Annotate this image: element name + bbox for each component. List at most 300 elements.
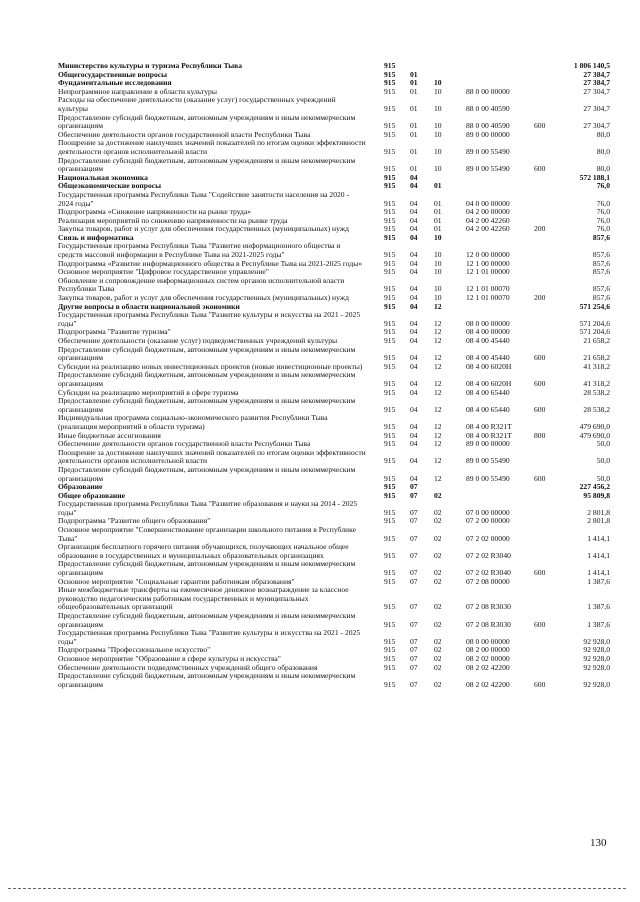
section-code: 04 [410,224,418,234]
row-name: Обеспечение деятельности органов государственной власти Республики Тыва [58,439,311,449]
table-row [0,191,640,208]
section-code: 07 [410,679,418,689]
section-code: 04 [410,215,418,225]
grbs-code: 915 [384,172,396,182]
subsection-code: 02 [434,645,442,655]
grbs-code: 915 [384,267,396,277]
section-code: 04 [410,258,418,268]
target-article-code: 89 0 00 55490 [466,473,510,483]
target-article-code: 89 0 00 55490 [466,456,510,466]
grbs-code: 915 [384,361,396,371]
section-code: 04 [410,318,418,328]
grbs-code: 915 [384,198,396,208]
table-row [0,526,640,543]
amount: 27 304,7 [583,121,610,131]
target-article-code: 89 0 00 55490 [466,146,510,156]
amount: 571 254,6 [579,301,610,311]
grbs-code: 915 [384,378,396,388]
grbs-code: 915 [384,207,396,217]
target-article-code: 04 2 00 00000 [466,207,510,217]
target-article-code: 08 4 00 R321T [466,430,512,440]
grbs-code: 915 [384,482,396,492]
amount: 92 928,0 [583,636,610,646]
subsection-code: 12 [434,473,442,483]
amount: 857,6 [592,293,610,303]
row-name: Иные межбюджетные трансферты на ежемесячное денежное вознаграждение за классное руководство педагогическим работникам государственных и муниципальных общеобразовательных организаций [58,585,349,612]
grbs-code: 915 [384,146,396,156]
target-article-code: 07 2 02 R3040 [466,550,511,560]
amount: 28 538,2 [583,404,610,414]
grbs-code: 915 [384,576,396,586]
subsection-code: 12 [434,404,442,414]
table-row [0,397,640,414]
target-article-code: 12 1 01 00070 [466,284,510,294]
amount: 80,0 [596,129,610,139]
target-article-code: 12 1 00 00000 [466,258,510,268]
row-name: Реализация мероприятий по снижению напряженности на рынке труда [58,215,288,225]
amount: 572 188,1 [579,172,610,182]
grbs-code: 915 [384,336,396,345]
amount: 1 806 140,5 [573,61,610,70]
section-code: 07 [410,662,418,672]
row-name: Предоставление субсидий бюджетным, автономным учреждениям и иным некоммерческим организациям [58,344,356,363]
amount: 21 658,2 [583,336,610,345]
subsection-code: 10 [434,284,442,294]
expense-type-code: 600 [534,353,546,363]
row-name: Предоставление субсидий бюджетным, автономным учреждениям и иным некоммерческим организациям [58,155,356,174]
grbs-code: 915 [384,507,396,517]
expense-type-code: 200 [534,224,546,234]
amount: 76,0 [596,215,610,225]
target-article-code: 08 4 00 R321T [466,421,512,431]
amount: 27 384,7 [583,69,610,79]
grbs-code: 915 [384,653,396,663]
grbs-code: 915 [384,250,396,260]
row-name: Предоставление субсидий бюджетным, автономным учреждениям и иным некоммерческим организациям [58,611,356,629]
row-name: Непрограммное направление в области культуры [58,86,217,96]
amount: 50,0 [596,456,610,466]
row-name: Субсидии на реализацию мероприятий в сфере туризма [58,387,239,397]
target-article-code: 88 0 00 00000 [466,86,510,96]
amount: 76,0 [596,207,610,217]
grbs-code: 915 [384,550,396,560]
section-code: 01 [410,86,418,96]
amount: 92 928,0 [583,662,610,672]
section-code: 07 [410,507,418,517]
target-article-code: 08 4 00 65440 [466,387,510,397]
target-article-code: 88 0 00 40590 [466,103,510,113]
section-code: 04 [410,250,418,260]
target-article-code: 08 4 00 00000 [466,327,510,337]
amount: 80,0 [596,146,610,156]
subsection-code: 02 [434,576,442,586]
row-name: Фундаментальные исследования [58,78,172,88]
table-row [0,242,640,259]
subsection-code: 10 [434,129,442,139]
target-article-code: 07 0 00 00000 [466,507,510,517]
table-row [0,629,640,646]
row-name: Поощрение за достижение наилучших значений показателей по итогам оценки эффективности деятельности органов исполнительной власти [58,138,366,156]
amount: 92 928,0 [583,645,610,655]
amount: 27 304,7 [583,86,610,96]
amount: 2 801,8 [587,507,610,517]
target-article-code: 08 4 00 65440 [466,404,510,414]
amount: 571 204,6 [579,318,610,328]
section-code: 07 [410,550,418,560]
row-name: Предоставление субсидий бюджетным, автономным учреждениям и иным некоммерческим организациям [58,396,356,414]
row-name: Организация бесплатного горячего питания обучающихся, получающих начальное общее образование в государственных и муниципальных образовательных организациях [58,542,349,560]
subsection-code: 02 [434,619,442,629]
target-article-code: 08 4 00 6020H [466,378,512,388]
grbs-code: 915 [384,568,396,578]
section-code: 01 [410,103,418,113]
section-code: 04 [410,232,418,242]
grbs-code: 915 [384,318,396,328]
grbs-code: 915 [384,490,396,500]
grbs-code: 915 [384,327,396,337]
row-name: Общегосударственные вопросы [58,69,168,79]
row-name: Расходы на обеспечение деятельности (оказание услуг) государственных учреждений культуры [58,95,336,113]
row-name: Основное мероприятие "Совершенствование организации школьного питания в Республике Тыва" [58,525,356,543]
table-row [0,346,640,363]
subsection-code: 10 [434,103,442,113]
grbs-code: 915 [384,662,396,672]
expense-type-code: 600 [534,378,546,388]
subsection-code: 01 [434,207,442,217]
subsection-code: 12 [434,439,442,449]
section-code: 04 [410,181,418,191]
subsection-code: 12 [434,421,442,431]
amount: 1 387,6 [587,602,610,612]
section-code: 04 [410,456,418,466]
row-name: Общее образование [58,490,126,500]
table-row [0,139,640,156]
row-name: Подпрограмма "Профессиональное искусство" [58,645,211,655]
grbs-code: 915 [384,645,396,655]
amount: 41 318,2 [583,378,610,388]
section-code: 07 [410,533,418,543]
expense-type-code: 600 [534,404,546,414]
table-row [0,371,640,388]
table-row [0,672,640,689]
row-name: Субсидии на реализацию новых инвестиционных проектов (новые инвестиционные проекты) [58,361,363,371]
grbs-code: 915 [384,301,396,311]
grbs-code: 915 [384,636,396,646]
expense-type-code: 600 [534,619,546,629]
subsection-code: 02 [434,507,442,517]
expense-type-code: 600 [534,473,546,483]
target-article-code: 08 4 00 45440 [466,353,510,363]
target-article-code: 12 0 00 00000 [466,250,510,260]
row-name: Подпрограмма «Снижение напряженности на рынке труда» [58,207,252,217]
section-code: 04 [410,430,418,440]
target-article-code: 07 2 00 00000 [466,516,510,526]
target-article-code: 08 2 00 00000 [466,645,510,655]
section-code: 07 [410,619,418,629]
table-row [0,449,640,466]
section-code: 04 [410,172,418,182]
target-article-code: 07 2 08 R3030 [466,619,511,629]
section-code: 07 [410,636,418,646]
row-name: Образование [58,482,103,492]
grbs-code: 915 [384,121,396,131]
section-code: 07 [410,516,418,526]
target-article-code: 12 1 01 00000 [466,267,510,277]
row-name: Министерство культуры и туризма Республики Тыва [58,61,243,70]
expense-type-code: 600 [534,164,546,174]
section-code: 04 [410,387,418,397]
amount: 857,6 [592,258,610,268]
row-name: Закупка товаров, работ и услуг для обеспечения государственных (муниципальных) нужд [58,224,349,234]
grbs-code: 915 [384,224,396,234]
subsection-code: 10 [434,86,442,96]
table-row [0,586,640,612]
section-code: 01 [410,146,418,156]
row-name: Государственная программа Республики Тыва "Развитие информационного общества и средств массовой информации в Республике Тыва на 2021-2025 годы" [58,241,341,260]
section-code: 07 [410,645,418,655]
subsection-code: 12 [434,387,442,397]
amount: 479 690,0 [579,421,610,431]
amount: 1 414,1 [587,533,610,543]
grbs-code: 915 [384,164,396,174]
amount: 1 387,6 [587,576,610,586]
target-article-code: 04 2 00 42260 [466,224,510,234]
amount: 92 928,0 [583,679,610,689]
row-name: Предоставление субсидий бюджетным, автономным учреждениям и иным некоммерческим организациям [58,370,356,388]
amount: 857,6 [592,267,610,277]
expense-type-code: 600 [534,679,546,689]
grbs-code: 915 [384,404,396,414]
row-name: Поощрение за достижение наилучших значений показателей по итогам оценки эффективности деятельности органов исполнительной власти [58,447,366,466]
subsection-code: 02 [434,568,442,578]
table-row [0,277,640,294]
table-row [0,311,640,328]
section-code: 04 [410,361,418,371]
amount: 76,0 [596,181,610,191]
section-code: 01 [410,129,418,139]
budget-table [0,62,640,689]
target-article-code: 07 2 02 00000 [466,533,510,543]
subsection-code: 02 [434,516,442,526]
section-code: 04 [410,378,418,388]
amount: 41 318,2 [583,361,610,371]
subsection-code: 12 [434,456,442,466]
amount: 857,6 [592,232,610,242]
section-code: 04 [410,198,418,208]
target-article-code: 08 2 02 42200 [466,679,510,689]
target-article-code: 89 0 00 55490 [466,164,510,174]
row-name: Предоставление субсидий бюджетным, автономным учреждениям и иным некоммерческим организациям [58,464,356,483]
subsection-code: 02 [434,679,442,689]
target-article-code: 89 0 00 00000 [466,129,510,139]
target-article-code: 07 2 02 R3040 [466,568,511,578]
section-code: 07 [410,490,418,500]
section-code: 07 [410,482,418,492]
grbs-code: 915 [384,679,396,689]
section-code: 04 [410,404,418,414]
target-article-code: 07 2 08 R3030 [466,602,511,612]
subsection-code: 10 [434,258,442,268]
row-name: Обновление и сопровождение информационных систем органов исполнительной власти Республики Тыва [58,275,345,294]
section-code: 04 [410,473,418,483]
target-article-code: 04 0 00 00000 [466,198,510,208]
grbs-code: 915 [384,353,396,363]
section-code: 01 [410,121,418,131]
table-row [0,414,640,431]
table-row [0,466,640,483]
subsection-code: 10 [434,121,442,131]
row-name: Обеспечение деятельности органов государственной власти Республики Тыва [58,129,311,139]
table-row [0,560,640,577]
grbs-code: 915 [384,516,396,526]
amount: 76,0 [596,198,610,208]
row-name: Государственная программа Республики Тыва "Содействие занятости населения на 2020 - 2024 годы" [58,189,350,208]
subsection-code: 12 [434,327,442,337]
row-name: Подпрограмма "Развитие туризма" [58,327,171,337]
section-code: 04 [410,284,418,294]
grbs-code: 915 [384,430,396,440]
row-name: Связь и информатика [58,232,134,242]
section-code: 07 [410,568,418,578]
page-number: 130 [590,837,607,849]
target-article-code: 89 0 00 00000 [466,439,510,449]
target-article-code: 08 4 00 45440 [466,336,510,345]
subsection-code: 10 [434,250,442,260]
grbs-code: 915 [384,602,396,612]
subsection-code: 02 [434,653,442,663]
table-row [0,114,640,131]
row-name: Обеспечение деятельности (оказание услуг) подведомственных учреждений культуры [58,336,338,345]
section-code: 04 [410,293,418,303]
subsection-code: 10 [434,78,442,88]
footer-divider [8,888,626,889]
target-article-code: 07 2 08 00000 [466,576,510,586]
row-name: Основное мероприятие "Социальные гарантии работникам образования" [58,576,295,586]
subsection-code: 02 [434,533,442,543]
grbs-code: 915 [384,387,396,397]
section-code: 04 [410,336,418,345]
section-code: 04 [410,267,418,277]
amount: 92 928,0 [583,653,610,663]
table-row [0,543,640,560]
row-name: Обеспечение деятельности подведомственных учреждений общего образования [58,662,318,672]
amount: 857,6 [592,284,610,294]
row-name: Предоставление субсидий бюджетным, автономным учреждениям и иным некоммерческим организациям [58,559,356,578]
subsection-code: 10 [434,146,442,156]
target-article-code: 08 2 02 42200 [466,662,510,672]
subsection-code: 10 [434,164,442,174]
subsection-code: 12 [434,353,442,363]
section-code: 01 [410,69,418,79]
amount: 80,0 [596,164,610,174]
target-article-code: 12 1 01 00070 [466,293,510,303]
grbs-code: 915 [384,439,396,449]
section-code: 04 [410,439,418,449]
subsection-code: 01 [434,224,442,234]
subsection-code: 01 [434,215,442,225]
subsection-code: 01 [434,198,442,208]
row-name: Государственная программа Республики Тыва "Развитие культуры и искусства на 2021 - 2025 годы" [58,628,361,646]
grbs-code: 915 [384,258,396,268]
grbs-code: 915 [384,129,396,139]
section-code: 04 [410,301,418,311]
grbs-code: 915 [384,456,396,466]
row-name: Основное мероприятие "Цифровое государственное управление" [58,267,269,277]
subsection-code: 10 [434,267,442,277]
subsection-code: 12 [434,361,442,371]
expense-type-code: 800 [534,430,546,440]
amount: 857,6 [592,250,610,260]
section-code: 07 [410,576,418,586]
section-code: 04 [410,421,418,431]
subsection-code: 02 [434,636,442,646]
target-article-code: 08 2 02 00000 [466,653,510,663]
row-name: Другие вопросы в области национальной экономики [58,301,240,311]
grbs-code: 915 [384,293,396,303]
grbs-code: 915 [384,61,396,70]
row-name: Подпрограмма «Развитие информационного общества в Республике Тыва на 2021-2025 годы» [58,258,363,268]
row-name: Подпрограмма "Развитие общего образования" [58,516,211,526]
target-article-code: 08 0 00 00000 [466,636,510,646]
amount: 227 456,2 [579,482,610,492]
grbs-code: 915 [384,103,396,113]
amount: 76,0 [596,224,610,234]
grbs-code: 915 [384,78,396,88]
subsection-code: 02 [434,662,442,672]
amount: 95 809,8 [583,490,610,500]
table-row [0,612,640,629]
table-row [0,157,640,174]
target-article-code: 88 0 00 40590 [466,121,510,131]
section-code: 01 [410,164,418,174]
amount: 2 801,8 [587,516,610,526]
grbs-code: 915 [384,533,396,543]
section-code: 04 [410,207,418,217]
row-name: Национальная экономика [58,172,148,182]
amount: 50,0 [596,439,610,449]
grbs-code: 915 [384,86,396,96]
subsection-code: 01 [434,181,442,191]
grbs-code: 915 [384,473,396,483]
amount: 28 538,2 [583,387,610,397]
section-code: 01 [410,78,418,88]
subsection-code: 10 [434,293,442,303]
grbs-code: 915 [384,215,396,225]
subsection-code: 12 [434,430,442,440]
grbs-code: 915 [384,232,396,242]
subsection-code: 10 [434,232,442,242]
row-name: Предоставление субсидий бюджетным, автономным учреждениям и иным некоммерческим организациям [58,112,356,131]
subsection-code: 02 [434,490,442,500]
grbs-code: 915 [384,181,396,191]
expense-type-code: 200 [534,293,546,303]
subsection-code: 02 [434,550,442,560]
grbs-code: 915 [384,619,396,629]
row-name: Государственная программа Республики Тыва "Развитие культуры и искусства на 2021 - 2025 годы" [58,310,361,328]
amount: 1 387,6 [587,619,610,629]
subsection-code: 12 [434,336,442,345]
row-name: Индивидуальная программа социально-экономического развития Республики Тыва (реализация мероприятий в области туризма) [58,413,328,431]
grbs-code: 915 [384,69,396,79]
amount: 27 384,7 [583,78,610,88]
section-code: 04 [410,327,418,337]
subsection-code: 12 [434,301,442,311]
row-name: Общеэкономические вопросы [58,181,162,191]
row-name: Предоставление субсидий бюджетным, автономным учреждениям и иным некоммерческим организациям [58,671,356,689]
section-code: 07 [410,602,418,612]
expense-type-code: 600 [534,121,546,131]
subsection-code: 12 [434,318,442,328]
